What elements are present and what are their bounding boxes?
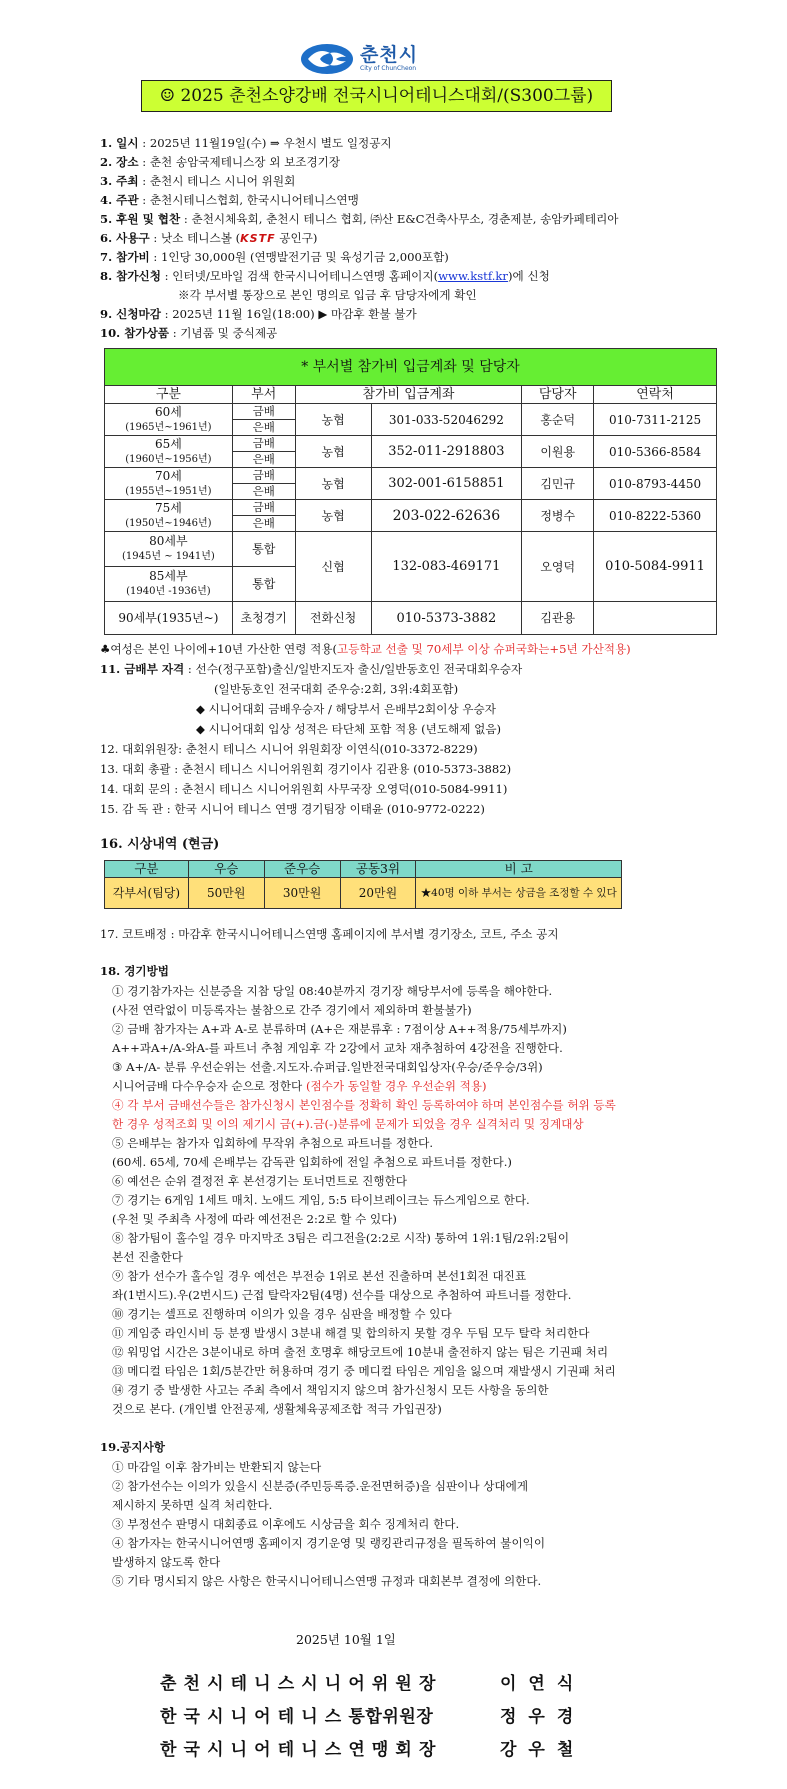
fee-header-contact: 연락처 [594, 386, 717, 404]
prize-header-second: 준우승 [264, 861, 340, 878]
rule-line: ⑥ 예선은 순위 결정전 후 본선경기는 토너먼트로 진행한다 [112, 1174, 407, 1188]
notice-title: 19.공지사항 [100, 1440, 165, 1454]
prize-header-category: 구분 [105, 861, 189, 878]
rule-line: ② 금배 참가자는 A+과 A-로 분류하며 (A+은 재분류후 : 7점이상 A++적용/75세부까지) [112, 1022, 567, 1036]
rule-line: A++과A+/A-와A-를 파트너 추첨 게임후 각 2강에서 교차 재추첨하여 4강전을 진행한다. [112, 1041, 563, 1055]
item-11-line-3: ◆ 시니어대회 입상 성적은 타단체 포함 적용 (년도해제 없음) [196, 722, 502, 736]
notice-line: 제시하지 못하면 실격 처리한다. [112, 1498, 273, 1512]
notice-line: ③ 부정선수 판명시 대회종료 이후에도 시상금을 회수 징계처리 한다. [112, 1517, 460, 1531]
document-title: ☺ 2025 춘천소양강배 전국시니어테니스대회/(S300그룹) [141, 80, 612, 112]
rule-line: ④ 각 부서 금배선수들은 참가신청시 본인점수를 정확히 확인 등록하여야 하며 본인점수를 허위 등록 [112, 1098, 616, 1112]
item-13: 13. 대회 총괄 : 춘천시 테니스 시니어위원회 경기이사 김관용 (010-5373-3882) [100, 762, 512, 776]
table-row: 70세 (1955년~1951년) 금배 농협 302-001-6158851 김민규 010-8793-4450 [105, 468, 717, 484]
item-9: 9. 신청마감 : 2025년 11월 16일(18:00) ▶ 마감후 환불 불가 [100, 307, 417, 321]
table-row: 60세 (1965년~1961년) 금배 농협 301-033-52046292 홍순덕 010-7311-2125 [105, 404, 717, 420]
signature-line: 한 국 시 니 어 테 니 스 통합위원장 정우경 [160, 1707, 586, 1727]
rule-line: (60세. 65세, 70세 은배부는 감독관 입회하에 전일 추첨으로 파트너를 정한다.) [112, 1155, 512, 1169]
notice-line: ④ 참가자는 한국시니어연맹 홈페이지 경기운영 및 랭킹관리규정을 필독하여 불이익이 [112, 1536, 546, 1550]
rule-line: ① 경기참가자는 신분증을 지참 당일 08:40분까지 경기장 해당부서에 등록을 해야한다. [112, 984, 553, 998]
logo-sub: City of ChunCheon [360, 65, 417, 72]
rule-line: 한 경우 성적조회 및 이의 제기시 금(+).금(-)분류에 문제가 되었을 경우 실격처리 및 징계대상 [112, 1117, 584, 1131]
rule-line: 것으로 본다. (개인별 안전공제, 생활체육공제조합 적극 가입권장) [112, 1402, 442, 1416]
rule-line: ⑭ 경기 중 발생한 사고는 주최 측에서 책임지지 않으며 참가신청시 모든 사항을 동의한 [112, 1383, 549, 1397]
item-8-note: ※각 부서별 통장으로 본인 명의로 입금 후 담당자에게 확인 [178, 288, 477, 302]
table-row: 85세부 (1940년 -1936년) 통합 [105, 567, 717, 602]
rule-line: ⑫ 워밍업 시간은 3분이내로 하며 출전 호명후 해당코트에 10분내 출전하지 않는 팀은 기권패 처리 [112, 1345, 609, 1359]
rule-line: (우천 및 주최측 사정에 따라 예선전은 2:2로 할 수 있다) [112, 1212, 397, 1226]
item-3: 3. 주최 : 춘천시 테니스 시니어 위원회 [100, 174, 296, 188]
logo-name: 춘천시 [360, 44, 419, 66]
rules-title: 18. 경기방법 [100, 964, 170, 978]
rule-line: 좌(1번시드).우(2번시드) 근접 탈락자2팀(4명) 선수를 대상으로 추첨하여 파트너를 정한다. [112, 1288, 572, 1302]
fee-header-account: 참가비 입금계좌 [295, 386, 522, 404]
notice-line: ② 참가선수는 이의가 있을시 신분증(주민등록증.운전면허증)을 심판이나 상대에게 [112, 1479, 529, 1493]
prize-table [104, 860, 622, 909]
item-2: 2. 장소 : 춘천 송암국제테니스장 외 보조경기장 [100, 155, 341, 169]
table-row: 65세 (1960년~1956년) 금배 농협 352-011-2918803 이원용 010-5366-8584 [105, 436, 717, 452]
rule-line: 시니어금배 다수우승자 순으로 정한다 (점수가 동일할 경우 우선순위 적용) [112, 1079, 487, 1093]
item-10: 10. 참가상품 : 기념품 및 중식제공 [100, 326, 278, 340]
notice-line: 발생하지 않도록 한다 [112, 1555, 221, 1569]
document-date: 2025년 10월 1일 [296, 1632, 396, 1647]
rule-line: ⑩ 경기는 셀프로 진행하며 이의가 있을 경우 심판을 배정할 수 있다 [112, 1307, 452, 1321]
prize-header-third: 공동3위 [340, 861, 416, 878]
signature-line: 한 국 시 니 어 테 니 스 연 맹 회 장 강우철 [160, 1740, 586, 1760]
item-5: 5. 후원 및 협찬 : 춘천시체육회, 춘천시 테니스 협회, ㈜산 E&C건축사무소, 경춘제분, 송암카페테리아 [100, 212, 619, 226]
kstf-logo: KSTF [240, 232, 276, 245]
rule-line: ⑪ 게임중 라인시비 등 분쟁 발생시 3분내 해결 및 합의하지 못할 경우 두팀 모두 탈락 처리한다 [112, 1326, 590, 1340]
rule-line: ⑧ 참가팀이 홀수일 경우 마지막조 3팀은 리그전을(2:2로 시작) 통하여 1위:1팀/2위:2팀이 [112, 1231, 570, 1245]
item-11-line-1: (일반동호인 전국대회 준우승:2회, 3위:4회포함) [214, 682, 459, 696]
chuncheon-logo [300, 42, 418, 76]
notice-line: ⑤ 기타 명시되지 않은 사항은 한국시니어테니스연맹 규정과 대회본부 결정에 의한다. [112, 1574, 542, 1588]
prize-header-first: 우승 [188, 861, 264, 878]
table-row: 90세부(1935년~) 초청경기 전화신청 010-5373-3882 김관용 [105, 602, 717, 635]
item-14: 14. 대회 문의 : 춘천시 테니스 시니어위원회 사무국장 오영덕(010-5084-9911) [100, 782, 508, 796]
rule-line: 본선 진출한다 [112, 1250, 183, 1264]
women-age-note: ♣여성은 본인 나이에+10년 가산한 연령 적용(고등학교 선출 및 70세부 이상 슈퍼국화는+5년 가산적용) [100, 642, 631, 656]
rule-line: ⑦ 경기는 6게임 1세트 매치. 노애드 게임, 5:5 타이브레이크는 듀스게임으로 한다. [112, 1193, 530, 1207]
item-4: 4. 주관 : 춘천시테니스협회, 한국시니어테니스연맹 [100, 193, 359, 207]
kstf-link[interactable]: www.kstf.kr [438, 269, 508, 283]
table-row: 80세부 (1945년 ~ 1941년) 통합 신협 132-083-469171 오영덕 010-5084-9911 [105, 532, 717, 567]
item-15: 15. 감 독 관 : 한국 시니어 테니스 연맹 경기팀장 이태윤 (010-9772-0222) [100, 802, 485, 816]
fee-header-manager: 담당자 [522, 386, 594, 404]
fee-table: * 부서별 참가비 입금계좌 및 담당자 구분 부서 참가비 입금계좌 담당자 연락처 60세 (1965년~1961년) 금배 농협 301-033-52046292 홍순덕 010-7311-2125 은배 65세 (1960년~1956년) 금배 농협 352-011-2918803 이원용 010-5366-8584 은배 70세 (1955년~1951년) 금배 농협 302-001-6158851 김민규 010-8793-4450 은배 75세 (1950년~1946년) 금배 농협 203-022-62636 정병수 010-8222-5360 은배 80세부 (1945년 ~ 1941년) 통합 신협 132-083-469171 오영덕 010-5084-9911 85세부 (1940년 -1936년) 통합 90세부(1935년~) 초청경기 전화신청 010-5373-3882 김관용 [104, 348, 717, 635]
item-7: 7. 참가비 : 1인당 30,000원 (연맹발전기금 및 육성기금 2,000포함) [100, 250, 449, 264]
chuncheon-emblem-icon [300, 43, 354, 75]
fee-header-division: 부서 [232, 386, 295, 404]
signature-line: 춘 천 시 테 니 스 시 니 어 위 원 장 이연식 [160, 1674, 586, 1694]
rule-line: (사전 연락없이 미등록자는 불참으로 간주 경기에서 제외하며 환불불가) [112, 1003, 472, 1017]
item-17: 17. 코트배정 : 마감후 한국시니어테니스연맹 홈페이지에 부서별 경기장소, 코트, 주소 공지 [100, 927, 559, 941]
item-6: 6. 사용구 : 낫소 테니스볼 (KSTF 공인구) [100, 231, 318, 245]
rule-line: ⑨ 참가 선수가 홀수일 경우 예선은 부전승 1위로 본선 진출하며 본선1회전 대진표 [112, 1269, 527, 1283]
notice-line: ① 마감일 이후 참가비는 반환되지 않는다 [112, 1460, 322, 1474]
rule-line: ⑤ 은배부는 참가자 입회하에 무작위 추첨으로 파트너를 정한다. [112, 1136, 434, 1150]
rule-line: ⑬ 메디컬 타임은 1회/5분간만 허용하며 경기 중 메디컬 타임은 게임을 잃으며 재발생시 기권패 처리 [112, 1364, 616, 1378]
item-11: 11. 금배부 자격 : 선수(정구포함)출신/일반지도자 출신/일반동호인 전국대회우승자 [100, 662, 523, 676]
item-8: 8. 참가신청 : 인터넷/모바일 검색 한국시니어테니스연맹 홈페이지(www.kstf.kr)에 신청 [100, 269, 550, 283]
prize-header-note: 비 고 [416, 861, 622, 878]
fee-table-title: * 부서별 참가비 입금계좌 및 담당자 [105, 349, 717, 386]
item-1: 1. 일시 : 2025년 11월19일(수) ⇒ 우천시 별도 일정공지 [100, 136, 392, 150]
rule-line: ③ A+/A- 분류 우선순위는 선출.지도자.슈퍼급.일반전국대회입상자(우승/준우승/3위) [112, 1060, 543, 1074]
table-row: 각부서(팀당) 50만원 30만원 20만원 ★40명 이하 부서는 상금을 조정할 수 있다 [105, 878, 622, 909]
fee-header-category: 구분 [105, 386, 233, 404]
prize-title: 16. 시상내역 (현금) [100, 837, 220, 852]
table-row: 75세 (1950년~1946년) 금배 농협 203-022-62636 정병수 010-8222-5360 [105, 500, 717, 516]
item-11-line-2: ◆ 시니어대회 금배우승자 / 해당부서 은배부2회이상 우승자 [196, 702, 496, 716]
item-12: 12. 대회위원장: 춘천시 테니스 시니어 위원회장 이연식(010-3372-8229) [100, 742, 478, 756]
